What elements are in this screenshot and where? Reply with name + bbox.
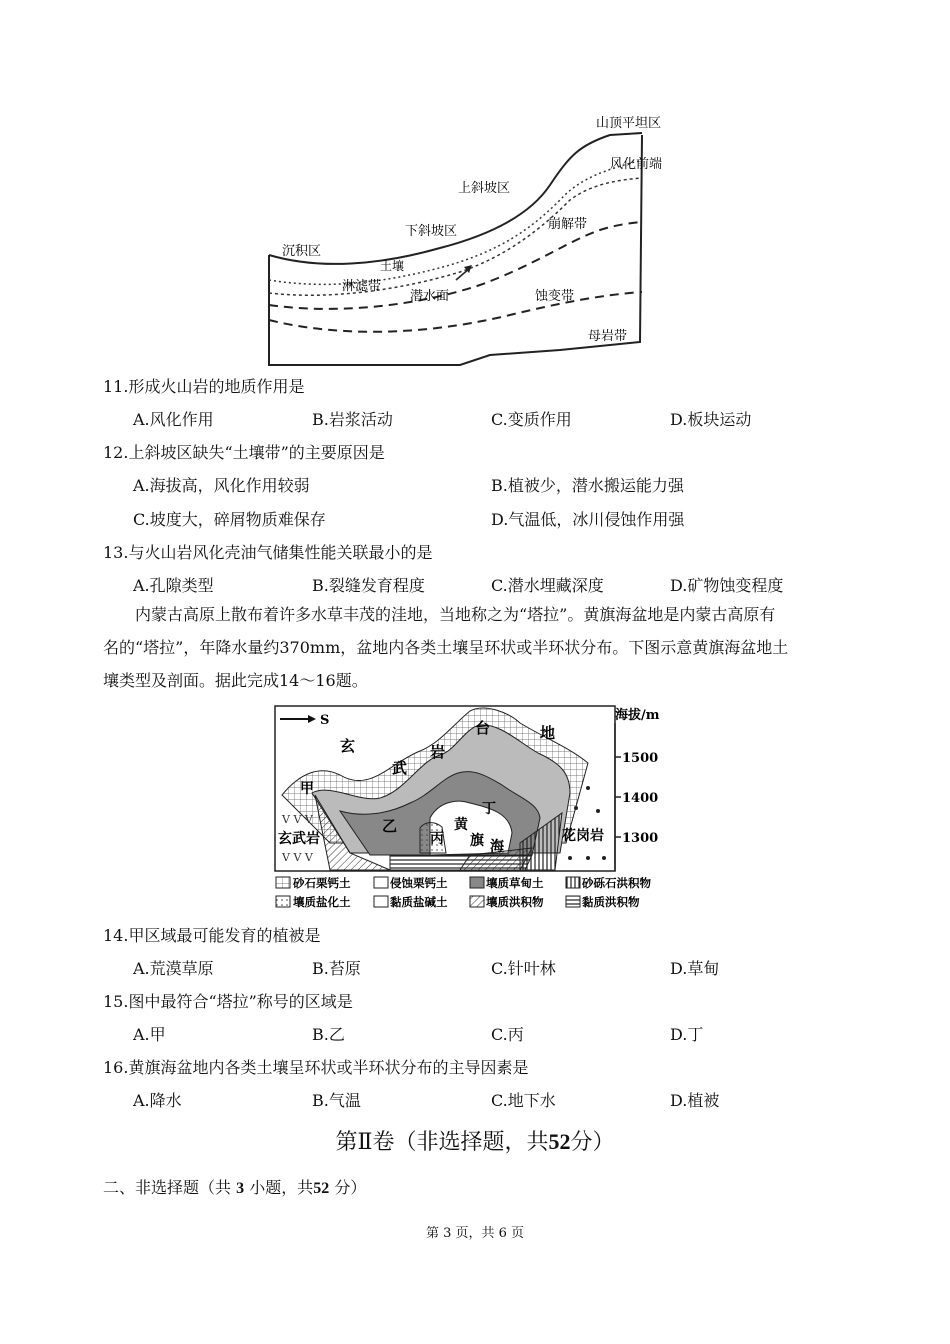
label-soil: 土壤	[380, 259, 405, 273]
label-qi: 旗	[470, 833, 484, 849]
q12-option-a: A.海拔高，风化作用较弱	[133, 476, 310, 495]
q15-option-c: C.丙	[491, 1025, 524, 1044]
q12-option-d: D.气温低，冰川侵蚀作用强	[491, 510, 685, 529]
label-yi: 乙	[382, 817, 398, 835]
q16-option-c: C.地下水	[491, 1091, 556, 1110]
q11-option-b: B.岩浆活动	[312, 410, 393, 429]
q16-option-a: A.降水	[133, 1091, 182, 1110]
question-16-stem: 16.黄旗海盆地内各类土壤呈环状或半环状分布的主导因素是	[103, 1058, 529, 1077]
label-huang: 黄	[454, 817, 468, 833]
subtitle-mid: 小题，共	[249, 1178, 314, 1197]
label-alteration-zone: 蚀变带	[535, 289, 575, 304]
page-footer: 第 3 页，共 6 页	[425, 1226, 525, 1241]
q15-option-d: D.丁	[670, 1025, 704, 1044]
q15-option-b: B.乙	[312, 1025, 345, 1044]
label-tai: 台	[475, 719, 491, 737]
label-deposit: 沉积区	[282, 244, 322, 259]
q12-option-c: C.坡度大，碎屑物质难保存	[133, 510, 326, 529]
question-12-stem: 12.上斜坡区缺失“土壤带”的主要原因是	[103, 443, 385, 462]
label-yan: 岩	[430, 743, 446, 761]
q13-option-a: A.孔隙类型	[133, 576, 214, 595]
legend-swatch-sand-chestnut	[276, 877, 290, 888]
label-water-table: 潜水面	[410, 289, 450, 304]
q11-option-c: C.变质作用	[491, 410, 572, 429]
legend-label: 砂砾石洪积物	[582, 876, 651, 890]
ground-surface	[269, 133, 642, 264]
label-upper-slope: 上斜坡区	[458, 181, 511, 196]
granite-dot	[602, 856, 606, 860]
passage-line-3: 壤类型及剖面。据此完成14～16题。	[103, 671, 368, 690]
granite-dot	[586, 786, 590, 790]
label-summit: 山顶平坦区	[596, 116, 662, 131]
label-ding: 丁	[482, 801, 496, 817]
label-granite: 花岗岩	[562, 828, 604, 844]
basalt-symbol: V V V	[282, 813, 313, 826]
label-leach-zone: 淋滤带	[342, 279, 382, 294]
section-title	[0, 1125, 950, 1156]
legend-label: 壤质盐化土	[293, 895, 351, 909]
label-hai: 海	[490, 839, 504, 855]
section-title-num: 52	[548, 1129, 571, 1154]
q15-option-a: A.甲	[133, 1025, 166, 1044]
legend-swatch-saline	[276, 896, 290, 907]
alteration-boundary	[269, 292, 642, 332]
q16-option-b: B.气温	[312, 1091, 361, 1110]
layer-clay-alluvium	[390, 855, 532, 870]
legend-label: 壤质洪积物	[486, 895, 544, 909]
profile-outline	[269, 135, 642, 365]
label-lower-slope: 下斜坡区	[405, 224, 458, 239]
q13-option-c: C.潜水埋藏深度	[491, 576, 604, 595]
subtitle-num1: 3	[236, 1180, 245, 1197]
q11-option-d: D.板块运动	[670, 410, 752, 429]
granite-dot	[568, 856, 572, 860]
elevation-tick-label: 1400	[622, 791, 659, 806]
label-wu: 武	[392, 759, 408, 777]
legend-label: 壤质草甸土	[486, 876, 544, 890]
q13-option-b: B.裂缝发育程度	[312, 576, 425, 595]
question-11-stem: 11.形成火山岩的地质作用是	[103, 377, 305, 396]
legend-label: 黏质盐碱土	[390, 895, 448, 909]
legend-swatch-eroded-chestnut	[374, 877, 388, 888]
legend-swatch-loam-alluvium	[470, 896, 484, 907]
label-bedrock-zone: 母岩带	[588, 329, 628, 344]
subtitle-num2: 52	[313, 1180, 330, 1197]
legend-swatch-gravel-alluvium	[566, 877, 580, 888]
passage-line-1: 内蒙古高原上散布着许多水草丰茂的洼地，当地称之为“塔拉”。黄旗海盆地是内蒙古高原有	[135, 605, 776, 624]
label-weathering-front: 风化前端	[610, 157, 663, 172]
legend-label: 黏质洪积物	[582, 895, 640, 909]
elevation-tick-label: 1500	[622, 751, 659, 766]
label-xuan: 玄	[340, 737, 356, 755]
legend-swatch-clay-alluvium	[566, 896, 580, 907]
granite-dot	[574, 806, 578, 810]
subtitle-pre: 二、非选择题（共	[103, 1178, 232, 1197]
question-14-stem: 14.甲区域最可能发育的植被是	[103, 926, 321, 945]
legend-swatch-saline-alkali	[374, 896, 388, 907]
q13-option-d: D.矿物蚀变程度	[670, 576, 784, 595]
q16-option-d: D.植被	[670, 1091, 720, 1110]
granite-dot	[596, 809, 600, 813]
section-title-post: 分）	[570, 1130, 615, 1155]
label-collapse-zone: 崩解带	[548, 217, 588, 232]
label-di: 地	[540, 724, 556, 742]
subtitle-post: 分）	[334, 1178, 367, 1197]
q14-option-a: A.荒漠草原	[133, 959, 214, 978]
q12-option-b: B.植被少，潜水搬运能力强	[491, 476, 684, 495]
question-15-stem: 15.图中最符合“塔拉”称号的区域是	[103, 992, 353, 1011]
elevation-tick-label: 1300	[622, 831, 659, 846]
granite-dot	[586, 856, 590, 860]
passage	[103, 598, 863, 697]
elevation-axis-title: 海拔/m	[615, 708, 660, 723]
q11-option-a: A.风化作用	[133, 410, 214, 429]
legend-label: 侵蚀栗钙土	[390, 876, 448, 890]
passage-line-2: 名的“塔拉”，年降水量约370mm，盆地内各类土壤呈环状或半环状分布。下图示意黄旗海盆地土	[103, 638, 789, 657]
section-subtitle	[103, 1175, 366, 1198]
label-bing: 丙	[430, 831, 444, 847]
q14-option-b: B.苔原	[312, 959, 361, 978]
label-jia: 甲	[300, 781, 314, 797]
legend-label: 砂石栗钙土	[293, 876, 351, 890]
basalt-symbol: V V V	[282, 851, 313, 864]
direction-arrowhead	[308, 715, 316, 723]
label-basalt: 玄武岩	[278, 831, 320, 847]
q14-option-c: C.针叶林	[491, 959, 556, 978]
basin-soil-figure	[270, 703, 680, 915]
section-title-pre: 第Ⅱ卷（非选择题，共	[335, 1130, 549, 1155]
direction-label: S	[320, 713, 330, 728]
legend-swatch-meadow	[470, 877, 484, 888]
question-13-stem: 13.与火山岩风化壳油气储集性能关联最小的是	[103, 543, 433, 562]
weathering-crust-figure	[260, 100, 710, 370]
q14-option-d: D.草甸	[670, 959, 720, 978]
